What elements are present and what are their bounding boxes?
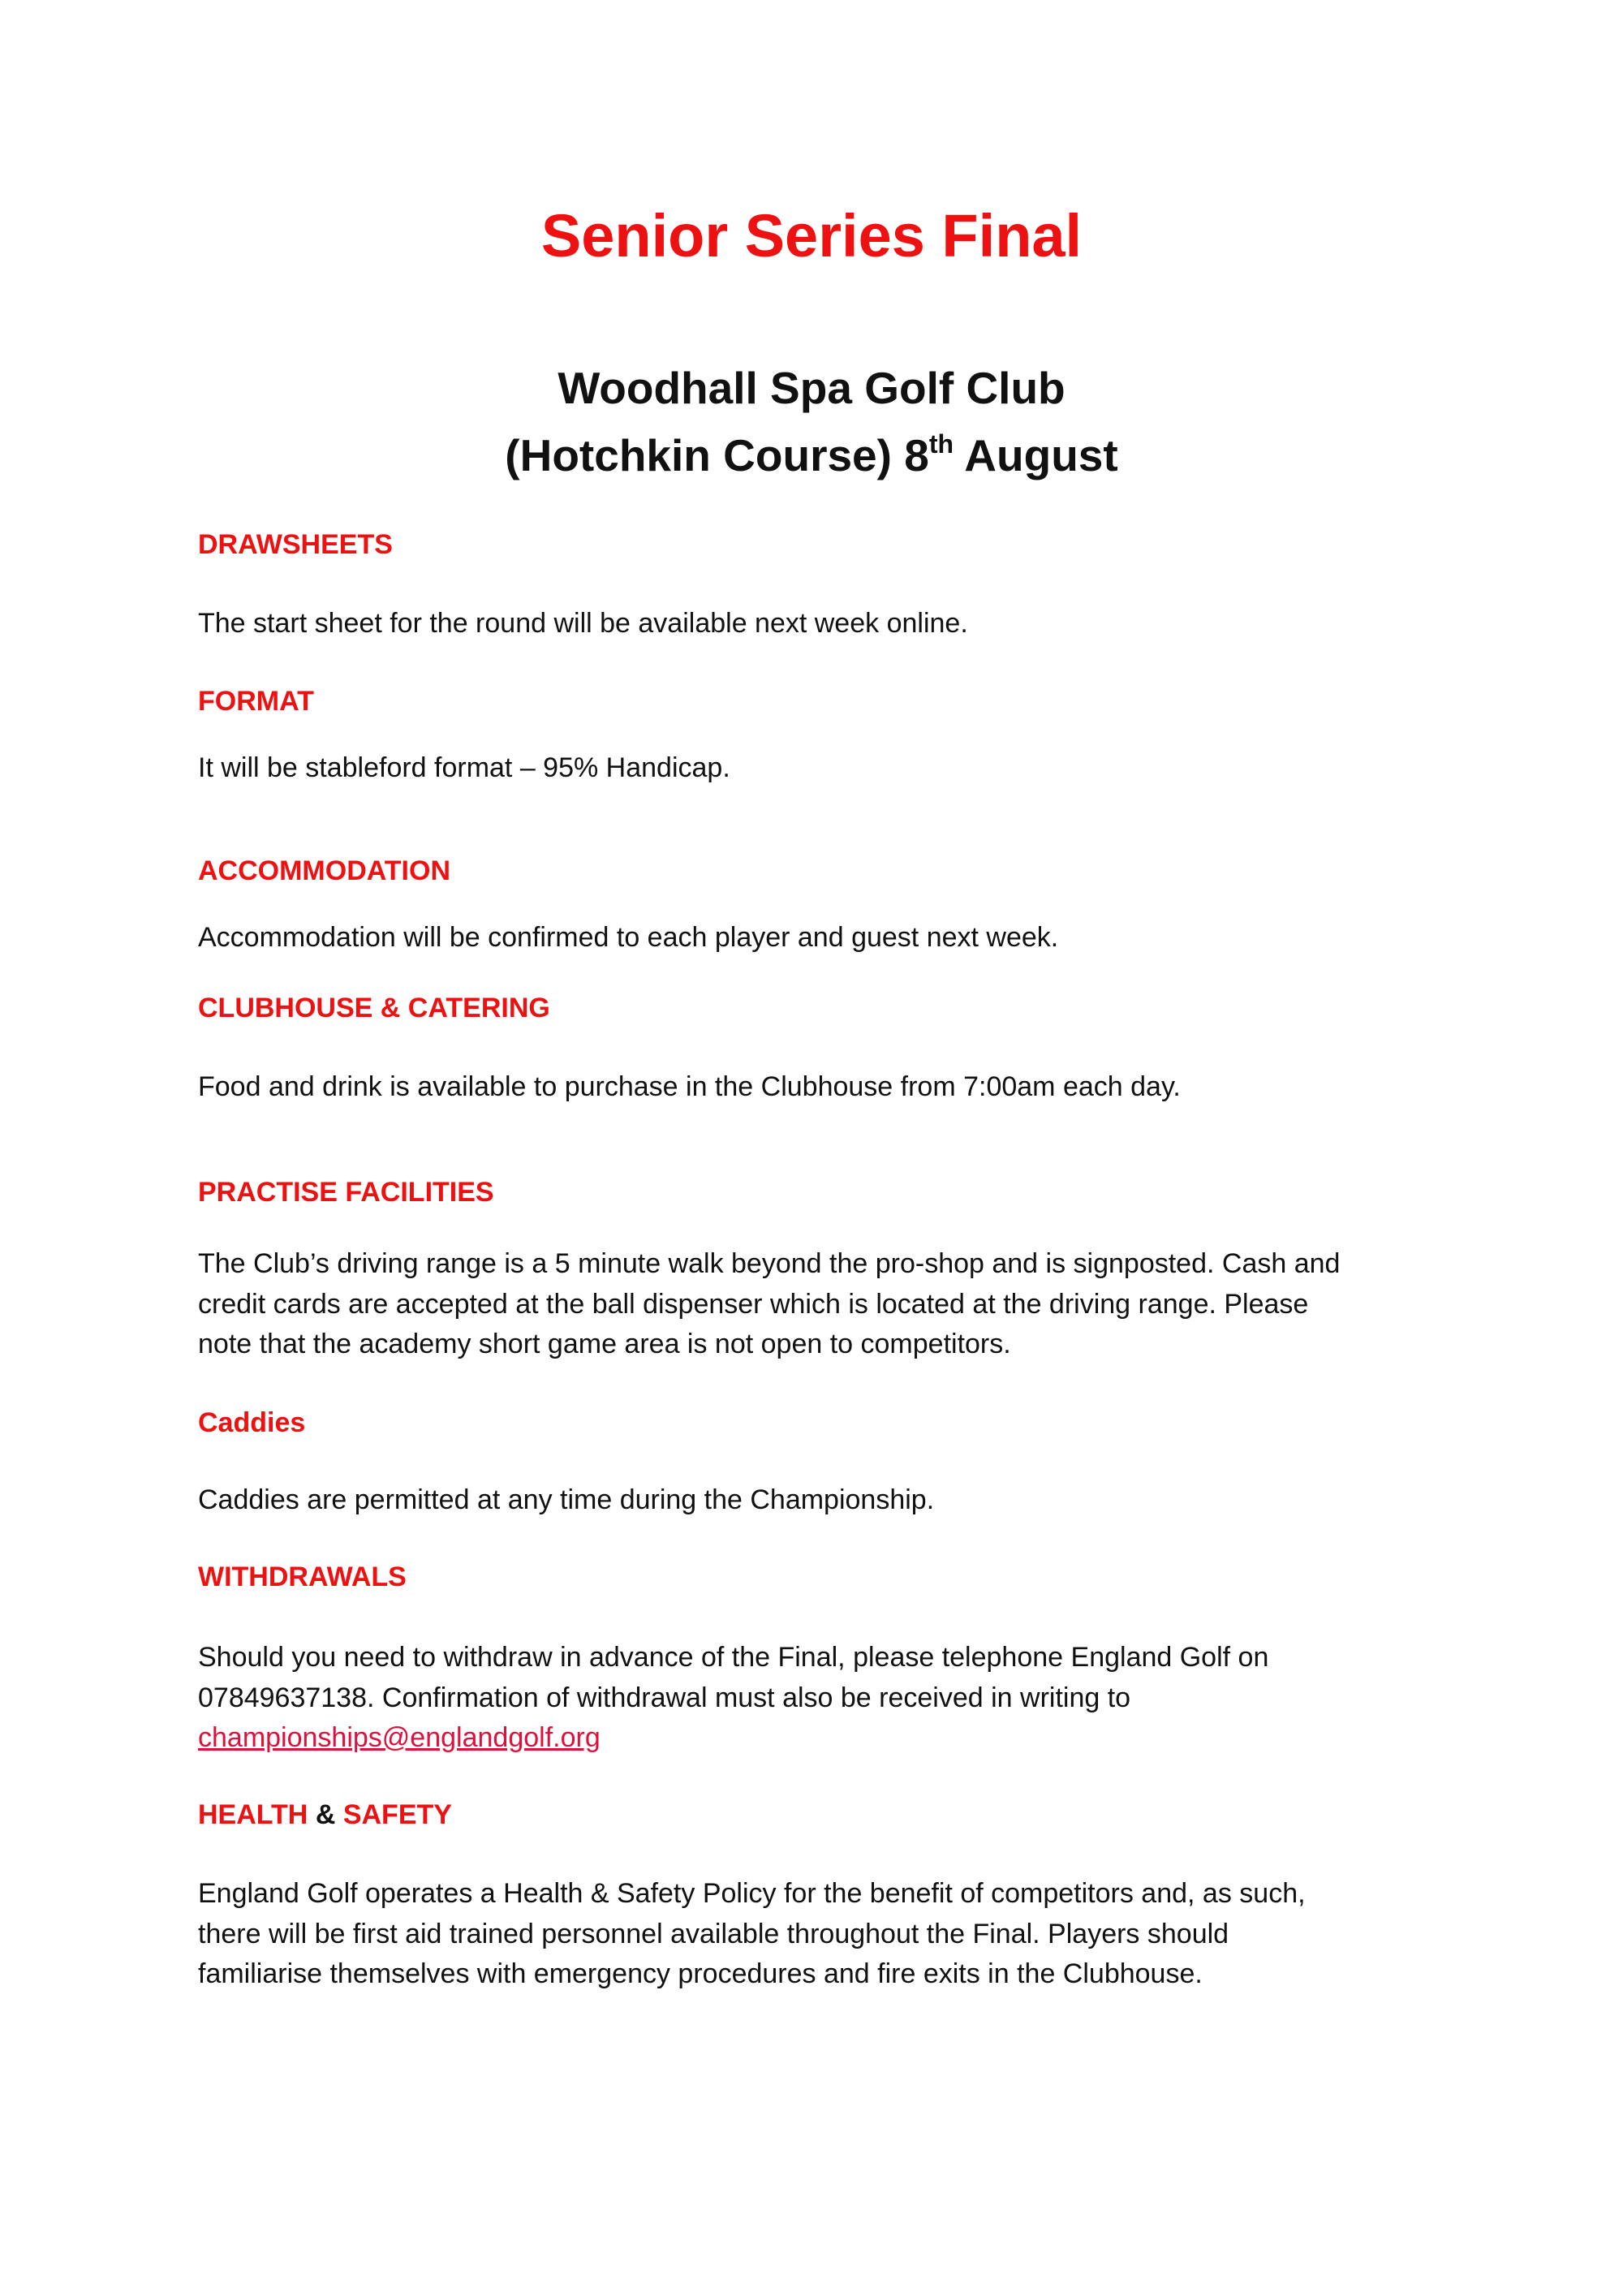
text-line: England Golf operates a Health & Safety Policy for the benefit of competitors and, as such, [198, 1878, 1306, 1909]
heading-ampersand: & [315, 1799, 336, 1830]
text-line: familiarise themselves with emergency procedures and fire exits in the Clubhouse. [198, 1958, 1203, 1989]
heading-withdrawals: WITHDRAWALS [198, 1562, 407, 1592]
email-link[interactable]: championships@englandgolf.org [198, 1722, 601, 1753]
heading-practise-facilities: PRACTISE FACILITIES [198, 1177, 494, 1208]
heading-format: FORMAT [198, 686, 314, 717]
heading-clubhouse-catering: CLUBHOUSE & CATERING [198, 993, 550, 1023]
course-date-text: (Hotchkin Course) 8 [505, 430, 929, 480]
heading-health: HEALTH [198, 1799, 308, 1830]
heading-safety: SAFETY [342, 1799, 452, 1830]
para-withdrawals [198, 1638, 1268, 1759]
text-line: credit cards are accepted at the ball dispenser which is located at the driving range. Please [198, 1288, 1309, 1320]
text-line: Food and drink is available to purchase in the Clubhouse from 7:00am each day. [198, 1071, 1181, 1102]
venue-course-date [0, 416, 1623, 483]
text-line: note that the academy short game area is not open to competitors. [198, 1329, 1011, 1359]
page-title: Senior Series Final [540, 202, 1083, 269]
text-line: The Club’s driving range is a 5 minute walk beyond the pro-shop and is signposted. Cash and [198, 1248, 1341, 1279]
text-line: Caddies are permitted at any time during the Championship. [198, 1484, 935, 1515]
venue-name: Woodhall Spa Golf Club [558, 363, 1065, 413]
para-caddies [198, 1480, 934, 1521]
heading-drawsheets: DRAWSHEETS [198, 529, 393, 560]
text-line: The start sheet for the round will be available next week online. [198, 608, 968, 639]
text-line: 07849637138. Confirmation of withdrawal must also be received in writing to [198, 1682, 1131, 1713]
heading-health-safety [198, 1796, 452, 1833]
para-accommodation [198, 918, 1058, 958]
month-text: August [954, 430, 1118, 480]
para-practise [198, 1244, 1340, 1365]
text-line: there will be first aid trained personnel available throughout the Final. Players should [198, 1918, 1229, 1949]
text-line: Accommodation will be confirmed to each player and guest next week. [198, 922, 1059, 953]
para-catering [198, 1067, 1181, 1108]
para-health-safety [198, 1874, 1306, 1995]
heading-accommodation: ACCOMMODATION [198, 855, 450, 886]
para-drawsheets [198, 604, 968, 644]
heading-caddies: Caddies [198, 1407, 306, 1438]
para-format [198, 748, 730, 789]
ordinal-suffix: th [928, 429, 954, 459]
text-line: Should you need to withdraw in advance of the Final, please telephone England Golf on [198, 1642, 1269, 1673]
text-line: It will be stableford format – 95% Handicap. [198, 752, 730, 783]
